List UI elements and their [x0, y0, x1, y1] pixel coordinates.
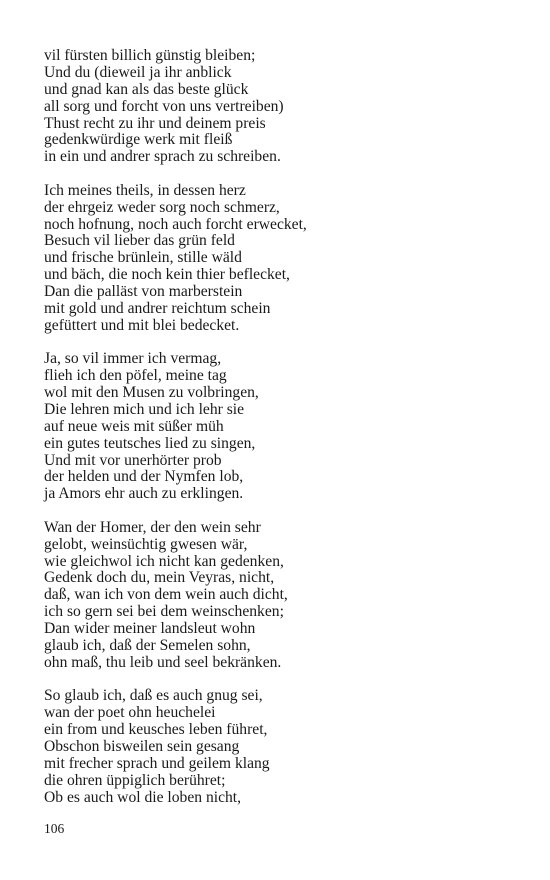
verse-line: ein gutes teutsches lied zu singen,	[44, 434, 256, 452]
verse-line: daß, wan ich von dem wein auch dicht,	[44, 586, 288, 604]
verse-line: Wan der Homer, der den wein sehr	[44, 518, 261, 536]
verse-line: Dan wider meiner landsleut wohn	[44, 620, 256, 638]
verse-line: der ehrgeiz weder sorg noch schmerz,	[44, 198, 280, 216]
verse-line: mit gold und andrer reichtum schein	[44, 299, 271, 317]
verse-line: Die lehren mich und ich lehr sie	[44, 400, 245, 418]
verse-line: ich so gern sei bei dem weinschenken;	[44, 603, 284, 621]
verse-line: und frische brünlein, stille wäld	[44, 249, 242, 267]
verse-line: wie gleichwol ich nicht kan gedenken,	[44, 552, 284, 570]
verse-line: mit frecher sprach und geilem klang	[44, 754, 270, 772]
verse-line: gedenkwürdige werk mit fleiß	[44, 131, 233, 149]
verse-line: So glaub ich, daß es auch gnug sei,	[44, 687, 263, 705]
verse-line: wol mit den Musen zu volbringen,	[44, 384, 259, 402]
verse-line: flieh ich den pöfel, meine tag	[44, 367, 227, 385]
verse-line: all sorg und forcht von uns vertreiben)	[44, 97, 284, 115]
verse-line: glaub ich, daß der Semelen sohn,	[44, 637, 251, 654]
verse-line: ein from und keusches leben führet,	[44, 721, 268, 739]
verse-line: und bäch, die noch kein thier beflecket,	[44, 266, 290, 284]
verse-line: Gedenk doch du, mein Veyras, nicht,	[44, 569, 275, 587]
verse-line: in ein und andrer sprach zu schreiben.	[44, 148, 281, 166]
stanza-5	[44, 688, 524, 806]
verse-line: Thust recht zu ihr und deinem preis	[44, 114, 266, 132]
stanza-4	[44, 520, 524, 672]
verse-line: Besuch vil lieber das grün feld	[44, 232, 235, 250]
verse-line: ohn maß, thu leib und seel bekränken.	[44, 653, 282, 671]
verse-line: Ja, so vil immer ich vermag,	[44, 350, 222, 368]
verse-line: die ohren üppiglich berühret;	[44, 771, 226, 789]
verse-line: gefüttert und mit blei bedecket.	[44, 316, 240, 334]
stanza-1	[44, 48, 524, 166]
stanza-2	[44, 183, 524, 335]
verse-line: auf neue weis mit süßer müh	[44, 417, 224, 435]
verse-line: Und mit vor unerhörter prob	[44, 451, 222, 469]
verse-line: und gnad kan als das beste glück	[44, 80, 249, 98]
verse-line: Ich meines theils, in dessen herz	[44, 181, 246, 199]
verse-line: Dan die palläst von marberstein	[44, 283, 243, 301]
verse-line: Ob es auch wol die loben nicht,	[44, 788, 242, 806]
verse-line: ja Amors ehr auch zu erklingen.	[44, 485, 244, 503]
page-number: 106	[44, 821, 65, 836]
verse-line: noch hofnung, noch auch forcht erwecket,	[44, 215, 307, 233]
poem-body	[44, 48, 524, 823]
stanza-3	[44, 351, 524, 503]
verse-line: wan der poet ohn heuchelei	[44, 704, 216, 722]
verse-line: vil fürsten billich günstig bleiben;	[44, 47, 256, 64]
verse-line: der helden und der Nymfen lob,	[44, 468, 244, 486]
verse-line: Obschon bisweilen sein gesang	[44, 737, 240, 755]
verse-line: gelobt, weinsüchtig gwesen wär,	[44, 535, 248, 553]
verse-line: Und du (dieweil ja ihr anblick	[44, 63, 232, 81]
